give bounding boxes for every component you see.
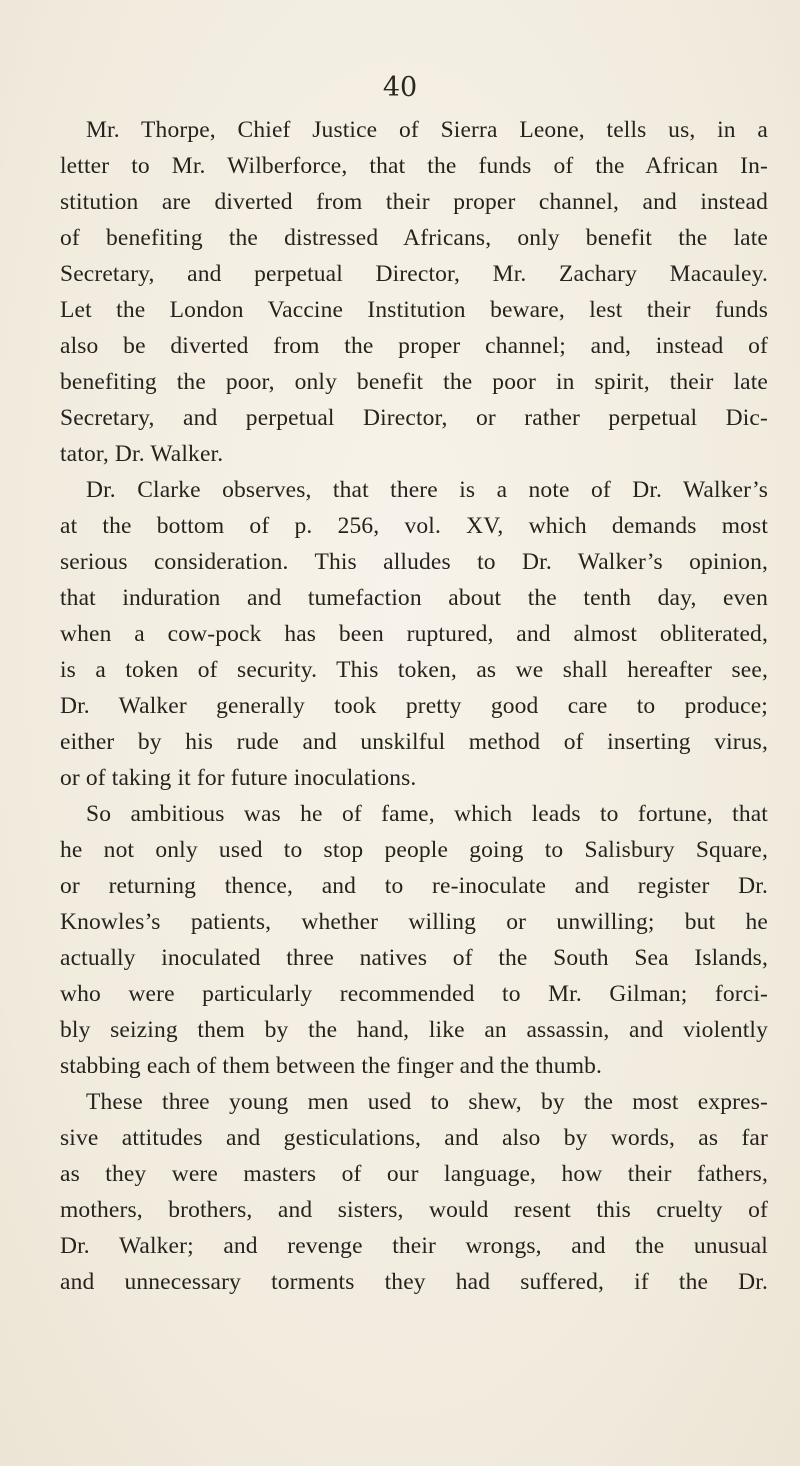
text-line: stabbing each of them between the finger and the thumb. [60, 1053, 603, 1079]
text-line: Dr. Walker generally took pretty good care to produce; [60, 693, 768, 719]
text-line: Secretary, and perpetual Director, or rather perpetual Dic- [60, 405, 768, 431]
text-line: that induration and tumefaction about the tenth day, even [60, 585, 768, 611]
text-line: he not only used to stop people going to Salisbury Square, [60, 837, 768, 863]
text-line: serious consideration. This alludes to Dr. Walker’s opinion, [60, 549, 768, 575]
text-line: and unnecessary torments they had suffered, if the Dr. [60, 1269, 768, 1295]
text-line: mothers, brothers, and sisters, would resent this cruelty of [60, 1197, 768, 1223]
text-line: bly seizing them by the hand, like an assassin, and violently [60, 1017, 768, 1043]
text-line: also be diverted from the proper channel; and, instead of [60, 333, 768, 359]
text-line: Let the London Vaccine Institution beware, lest their funds [60, 297, 768, 323]
text-line: either by his rude and unskilful method of inserting virus, [60, 729, 768, 755]
text-line: benefiting the poor, only benefit the poor in spirit, their late [60, 369, 768, 395]
text-line: Mr. Thorpe, Chief Justice of Sierra Leone, tells us, in a [86, 117, 768, 143]
text-line: tator, Dr. Walker. [60, 441, 224, 467]
text-line: as they were masters of our language, how their fathers, [60, 1161, 768, 1187]
text-line: letter to Mr. Wilberforce, that the funds of the African In- [60, 153, 768, 179]
body-text [60, 112, 768, 1300]
page-number: 40 [382, 72, 418, 103]
text-line: Secretary, and perpetual Director, Mr. Zachary Macauley. [60, 261, 768, 287]
text-line: actually inoculated three natives of the South Sea Islands, [60, 945, 768, 971]
text-line: Dr. Walker; and revenge their wrongs, and the unusual [60, 1233, 768, 1259]
text-line: Knowles’s patients, whether willing or unwilling; but he [60, 909, 768, 935]
text-line: sive attitudes and gesticulations, and also by words, as far [60, 1125, 768, 1151]
text-line: stitution are diverted from their proper channel, and instead [60, 189, 768, 215]
text-line: or returning thence, and to re-inoculate and register Dr. [60, 873, 768, 899]
text-line: These three young men used to shew, by the most expres- [86, 1089, 768, 1115]
text-line: is a token of security. This token, as we shall hereafter see, [60, 657, 768, 683]
text-line: who were particularly recommended to Mr. Gilman; forci- [60, 981, 768, 1007]
text-line: or of taking it for future inoculations. [60, 765, 417, 791]
text-line: of benefiting the distressed Africans, only benefit the late [60, 225, 768, 251]
text-line: Dr. Clarke observes, that there is a note of Dr. Walker’s [86, 477, 768, 503]
text-line: So ambitious was he of fame, which leads to fortune, that [86, 801, 768, 827]
text-line: at the bottom of p. 256, vol. XV, which demands most [60, 513, 768, 539]
text-line: when a cow-pock has been ruptured, and almost obliterated, [60, 621, 768, 647]
